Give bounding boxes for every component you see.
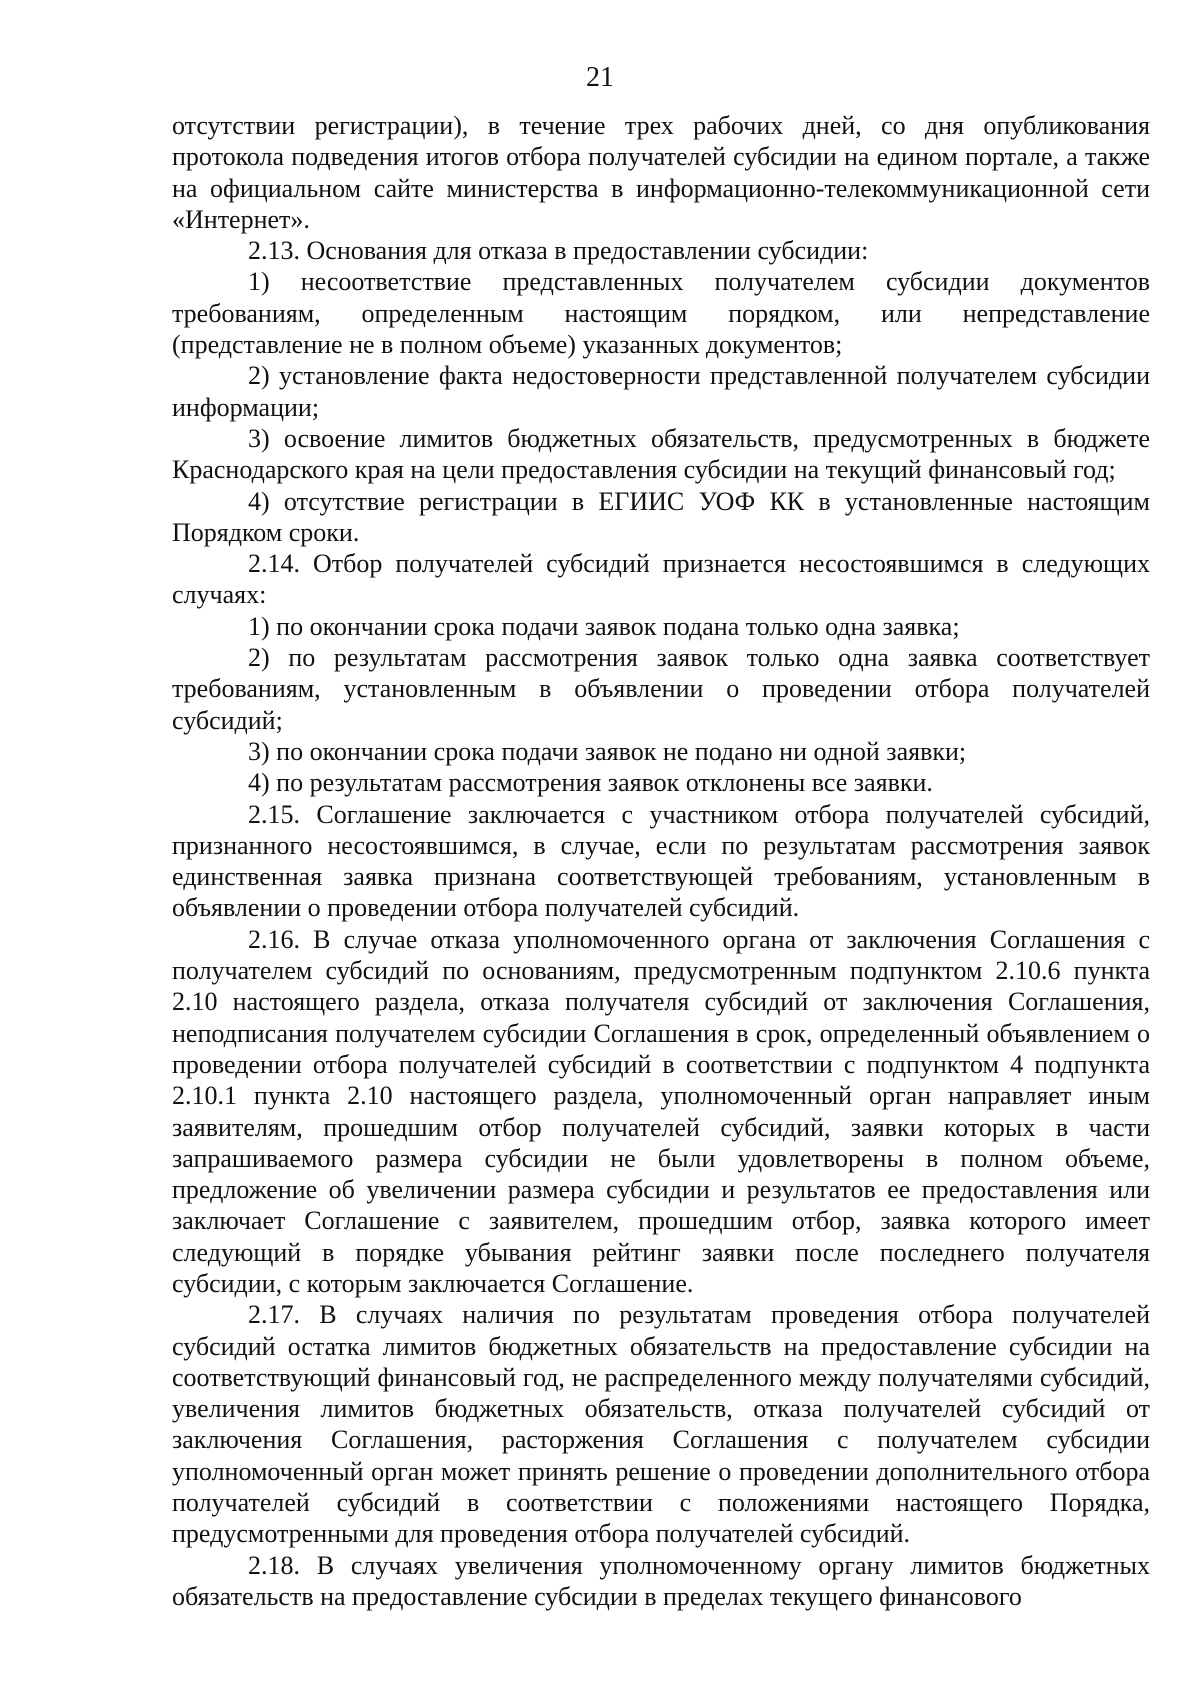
paragraph: 3) по окончании срока подачи заявок не подано ни одной заявки; (248, 736, 967, 766)
page-number: 21 (586, 62, 614, 93)
paragraph: 4) отсутствие регистрации в ЕГИИС УОФ КК в установленные настоящим Порядком сроки. (172, 486, 1150, 547)
paragraph: 2) установление факта недостоверности представленной получателем субсидии информации; (172, 361, 1150, 422)
paragraph: 2) по результатам рассмотрения заявок только одна заявка соответствует требованиям, установленным в объявлении о проведении отбора получателей субсидий; (172, 643, 1150, 735)
paragraph: 2.17. В случаях наличия по результатам проведения отбора получателей субсидий остатка лимитов бюджетных обязательств на предоставление субсидии на соответствующий финансовый год, не распределенного между получателями субсидий, увеличения лимитов бюджетных обязательств, отказа получателей субсидий от заключения Соглашения, расторжения Соглашения с получателем субсидии уполномоченный орган может принять решение о проведении дополнительного отбора получателей субсидий в соответствии с положениями настоящего Порядка, предусмотренными для проведения отбора получателей субсидий. (172, 1300, 1150, 1549)
paragraph: 2.18. В случаях увеличения уполномоченному органу лимитов бюджетных обязательств на предоставление субсидии в пределах текущего финансового (172, 1550, 1150, 1611)
paragraph: 2.13. Основания для отказа в предоставлении субсидии: (248, 236, 869, 266)
paragraph: 3) освоение лимитов бюджетных обязательств, предусмотренных в бюджете Краснодарского края на цели предоставления субсидии на текущий финансовый год; (172, 423, 1150, 485)
document-body (172, 110, 1150, 1612)
paragraph: 2.14. Отбор получателей субсидий признается несостоявшимся в следующих случаях: (172, 549, 1150, 610)
paragraph: 1) по окончании срока подачи заявок подана только одна заявка; (248, 611, 960, 641)
paragraph: 4) по результатам рассмотрения заявок отклонены все заявки. (248, 768, 933, 798)
paragraph: отсутствии регистрации), в течение трех рабочих дней, со дня опубликования протокола подведения итогов отбора получателей субсидии на едином портале, а также на официальном сайте министерства в информационно-телекоммуникационной сети «Интернет». (172, 111, 1150, 234)
paragraph: 2.15. Соглашение заключается с участником отбора получателей субсидий, признанного несостоявшимся, в случае, если по результатам рассмотрения заявок единственная заявка признана соответствующей требованиям, установленным в объявлении о проведении отбора получателей субсидий. (172, 799, 1150, 923)
paragraph: 1) несоответствие представленных получателем субсидии документов требованиям, определенным настоящим порядком, или непредставление (представление не в полном объеме) указанных документов; (172, 267, 1150, 360)
paragraph: 2.16. В случае отказа уполномоченного органа от заключения Соглашения с получателем субсидий по основаниям, предусмотренным подпунктом 2.10.6 пункта 2.10 настоящего раздела, отказа получателя субсидий от заключения Соглашения, неподписания получателем субсидии Соглашения в срок, определенный объявлением о проведении отбора получателей субсидий в соответствии с подпунктом 4 подпункта 2.10.1 пункта 2.10 настоящего раздела, уполномоченный орган направляет иным заявителям, прошедшим отбор получателей субсидий, заявки которых в части запрашиваемого размера субсидии не были удовлетворены в полном объеме, предложение об увеличении размера субсидии и результатов ее предоставления или заключает Соглашение с заявителем, прошедшим отбор, заявка которого имеет следующий в порядке убывания рейтинг заявки после последнего получателя субсидии, с которым заключается Соглашение. (172, 924, 1150, 1298)
